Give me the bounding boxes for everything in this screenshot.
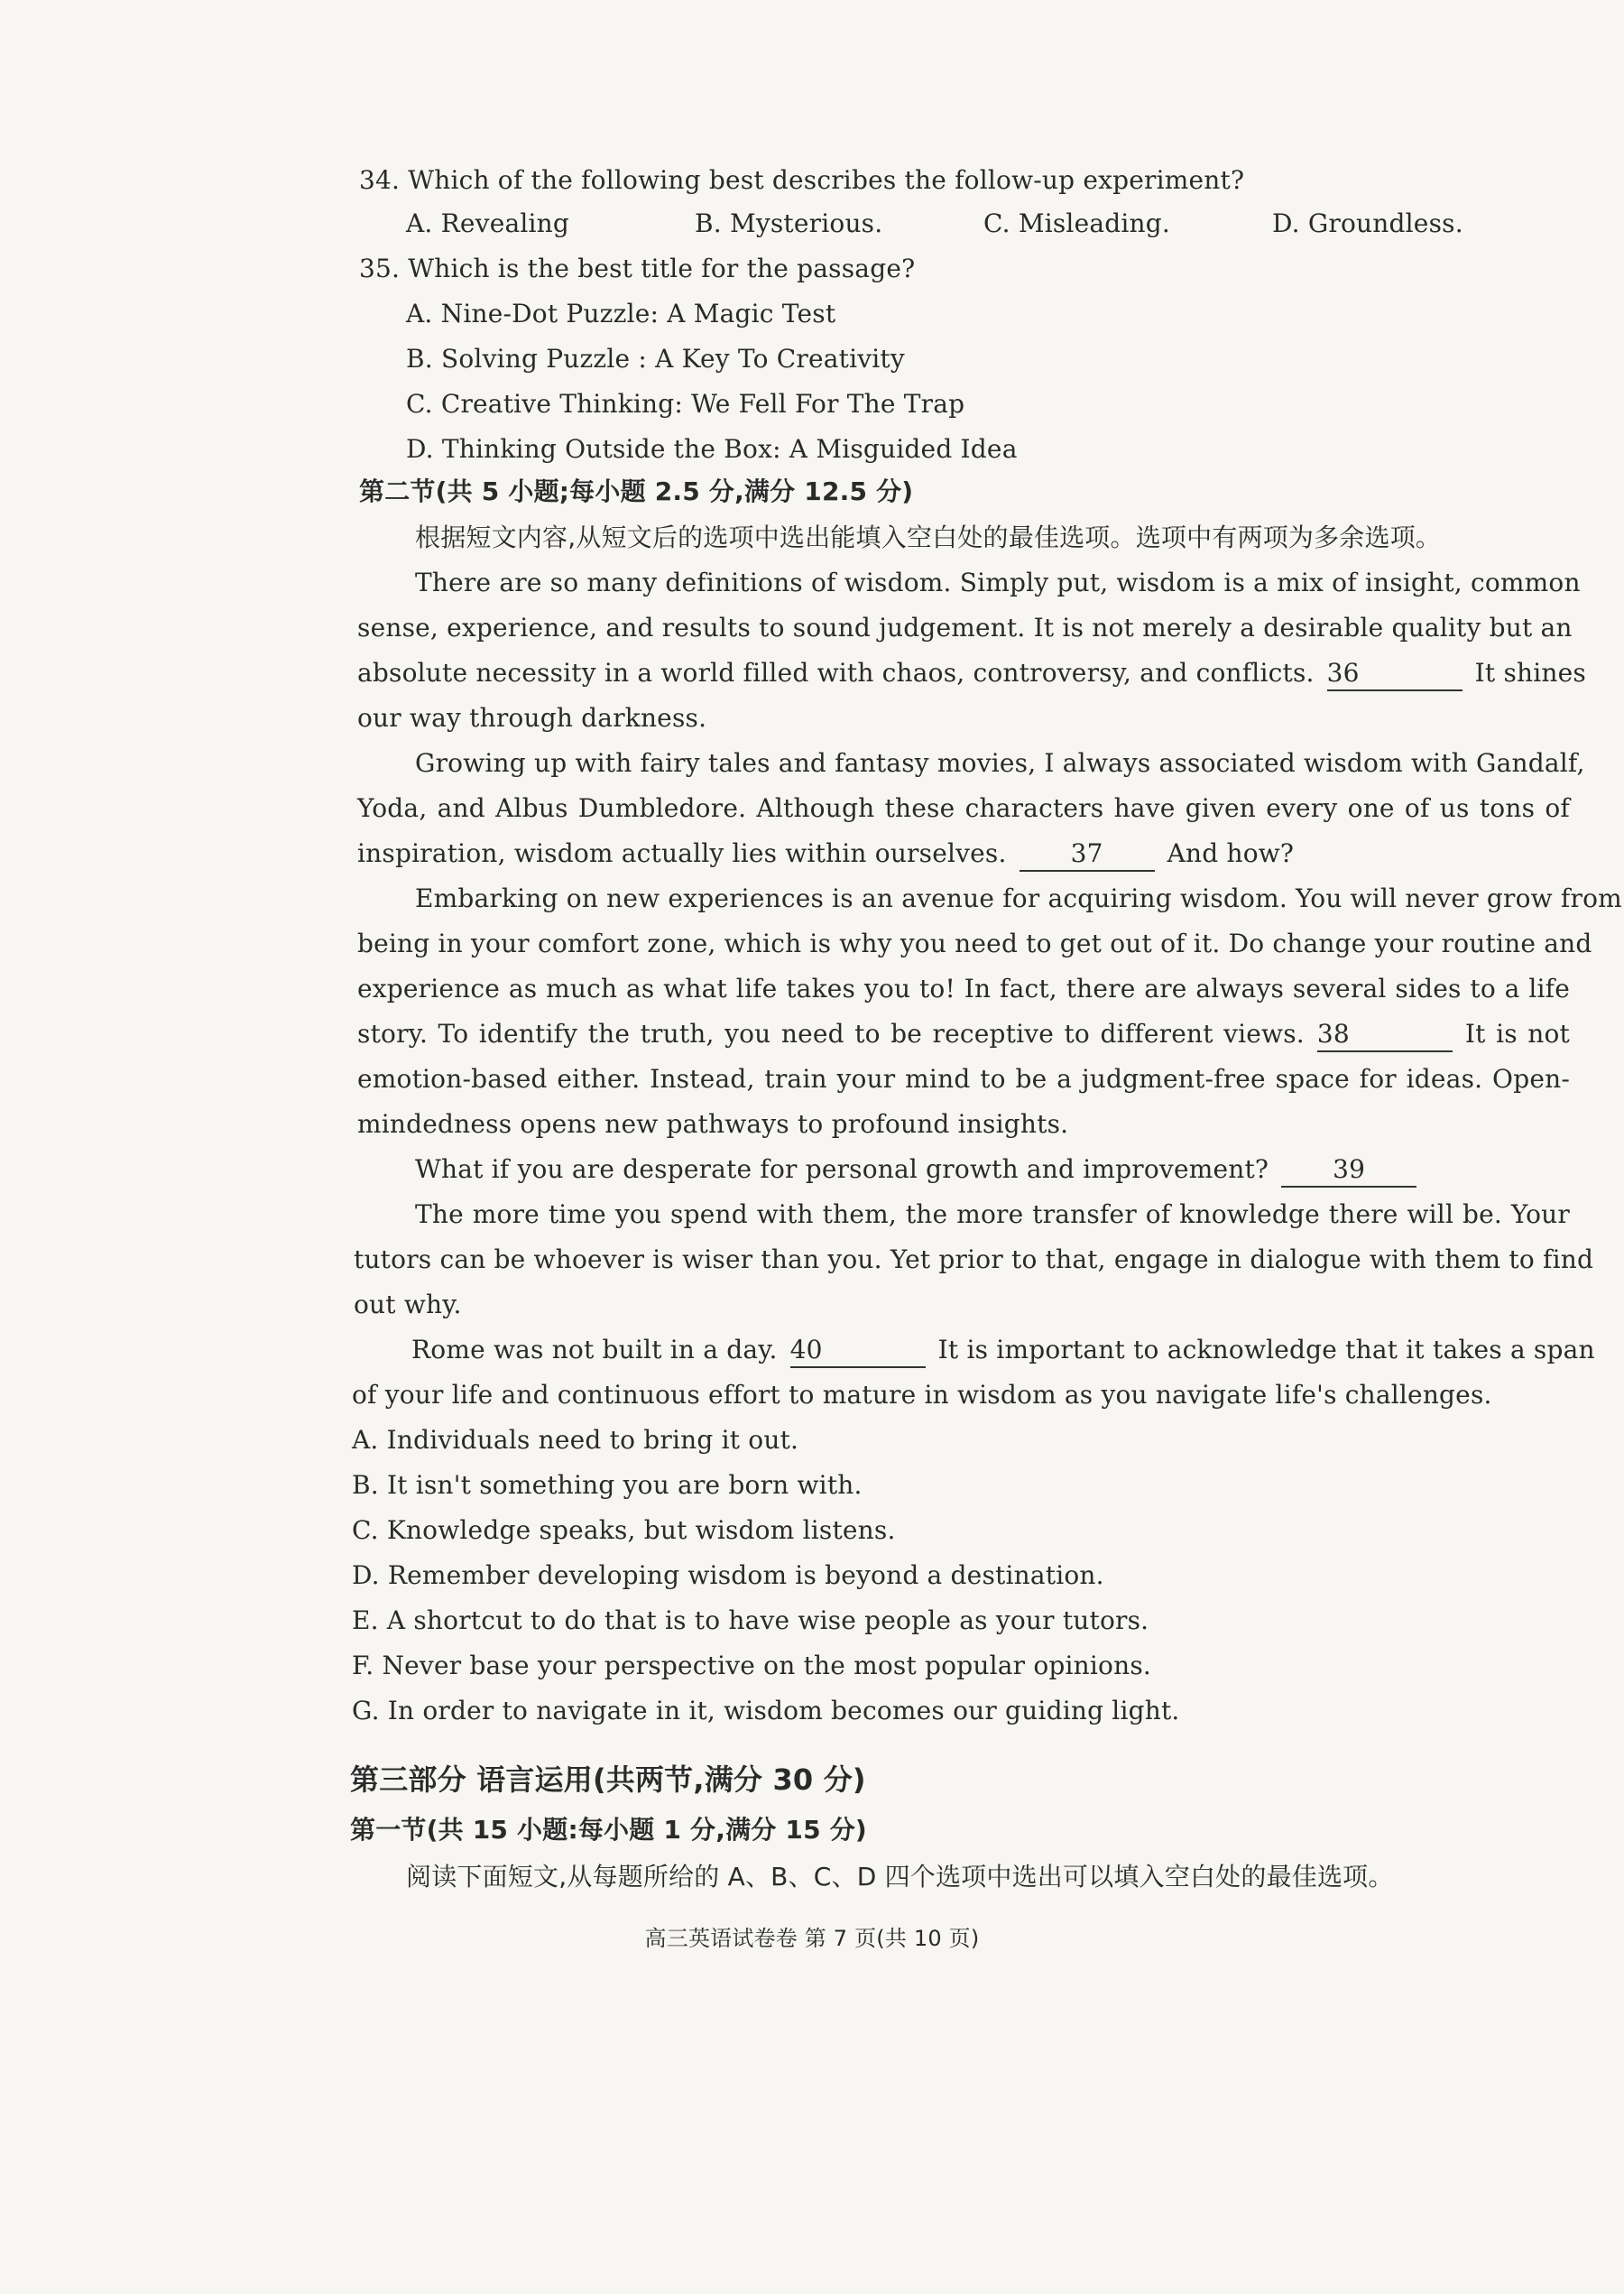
passage-line: being in your comfort zone, which is why you need to get out of it. Do change your routine and: [357, 929, 1592, 958]
passage-line: sense, experience, and results to sound judgement. It is not merely a desirable quality but an: [357, 613, 1573, 643]
q34-stem: 34. Which of the following best describes the follow-up experiment?: [359, 165, 1245, 195]
passage-line: out why.: [354, 1290, 462, 1319]
passage-text: inspiration, wisdom actually lies within ourselves.: [357, 838, 1007, 868]
passage-line: Growing up with fairy tales and fantasy movies, I always associated wisdom with Gandalf,: [415, 748, 1585, 778]
passage-line: of your life and continuous effort to mature in wisdom as you navigate life's challenges.: [352, 1380, 1492, 1410]
passage-text: Rome was not built in a day.: [411, 1335, 778, 1364]
passage-text: absolute necessity in a world filled with chaos, controversy, and conflicts.: [357, 658, 1315, 688]
passage-text: And how?: [1167, 838, 1295, 868]
passage-line: tutors can be whoever is wiser than you. Yet prior to that, engage in dialogue with them to find: [354, 1244, 1594, 1274]
passage-text: It is not: [1464, 1019, 1570, 1049]
blank-40: 40: [790, 1334, 926, 1368]
blank-39: 39: [1281, 1153, 1416, 1188]
q34-option-b: B. Mysterious.: [695, 208, 883, 238]
passage-line: [411, 1332, 1595, 1368]
passage-line: experience as much as what life takes you to! In fact, there are always several sides to a life: [357, 974, 1570, 1004]
choice-d: D. Remember developing wisdom is beyond a destination.: [352, 1560, 1104, 1590]
passage-line: [415, 1152, 1429, 1188]
q35-option-b: B. Solving Puzzle : A Key To Creativity: [406, 344, 905, 374]
q34-option-a: A. Revealing: [406, 208, 570, 238]
choice-c: C. Knowledge speaks, but wisdom listens.: [352, 1515, 896, 1545]
choice-a: A. Individuals need to bring it out.: [352, 1425, 799, 1455]
passage-text: story. To identify the truth, you need to be receptive to different views.: [357, 1019, 1305, 1049]
q34-option-c: C. Misleading.: [983, 208, 1170, 238]
q35-option-a: A. Nine-Dot Puzzle: A Magic Test: [406, 299, 836, 328]
choice-f: F. Never base your perspective on the most popular opinions.: [352, 1651, 1152, 1680]
passage-line: our way through darkness.: [357, 703, 707, 733]
choice-g: G. In order to navigate in it, wisdom becomes our guiding light.: [352, 1696, 1180, 1725]
passage-line: mindedness opens new pathways to profound insights.: [357, 1109, 1069, 1139]
passage-line: [357, 1016, 1570, 1052]
q35-option-d: D. Thinking Outside the Box: A Misguided Idea: [406, 434, 1018, 464]
passage-line: [357, 655, 1586, 691]
passage-line: There are so many definitions of wisdom. Simply put, wisdom is a mix of insight, common: [415, 568, 1581, 597]
passage-line: Embarking on new experiences is an avenue for acquiring wisdom. You will never grow from: [415, 883, 1622, 913]
passage-line: emotion-based either. Instead, train your mind to be a judgment-free space for ideas. Open-: [357, 1064, 1570, 1094]
q34-option-d: D. Groundless.: [1272, 208, 1463, 238]
passage-text: It shines: [1474, 658, 1586, 688]
part3-instruction: 阅读下面短文,从每题所给的 A、B、C、D 四个选项中选出可以填入空白处的最佳选项。: [406, 1862, 1394, 1892]
section2-instruction: 根据短文内容,从短文后的选项中选出能填入空白处的最佳选项。选项中有两项为多余选项。: [415, 523, 1442, 552]
blank-37: 37: [1020, 837, 1155, 872]
choice-b: B. It isn't something you are born with.: [352, 1470, 863, 1500]
q35-stem: 35. Which is the best title for the passage?: [359, 254, 916, 283]
passage-text: What if you are desperate for personal growth and improvement?: [415, 1154, 1269, 1184]
part3-subheading: 第一节(共 15 小题:每小题 1 分,满分 15 分): [350, 1815, 867, 1845]
blank-38: 38: [1317, 1018, 1453, 1052]
q35-option-c: C. Creative Thinking: We Fell For The Trap: [406, 389, 965, 419]
choice-e: E. A shortcut to do that is to have wise people as your tutors.: [352, 1605, 1149, 1635]
passage-line: The more time you spend with them, the more transfer of knowledge there will be. Your: [415, 1199, 1570, 1229]
section2-heading: 第二节(共 5 小题;每小题 2.5 分,满分 12.5 分): [359, 476, 914, 506]
passage-line: Yoda, and Albus Dumbledore. Although these characters have given every one of us tons of: [357, 793, 1570, 823]
passage-line: [357, 836, 1294, 872]
part3-heading: 第三部分 语言运用(共两节,满分 30 分): [350, 1762, 866, 1797]
blank-36: 36: [1327, 657, 1463, 691]
q34-options: [406, 206, 1579, 242]
passage-text: It is important to acknowledge that it takes a span: [937, 1335, 1595, 1364]
page-footer: 高三英语试卷卷 第 7 页(共 10 页): [644, 1926, 980, 1951]
